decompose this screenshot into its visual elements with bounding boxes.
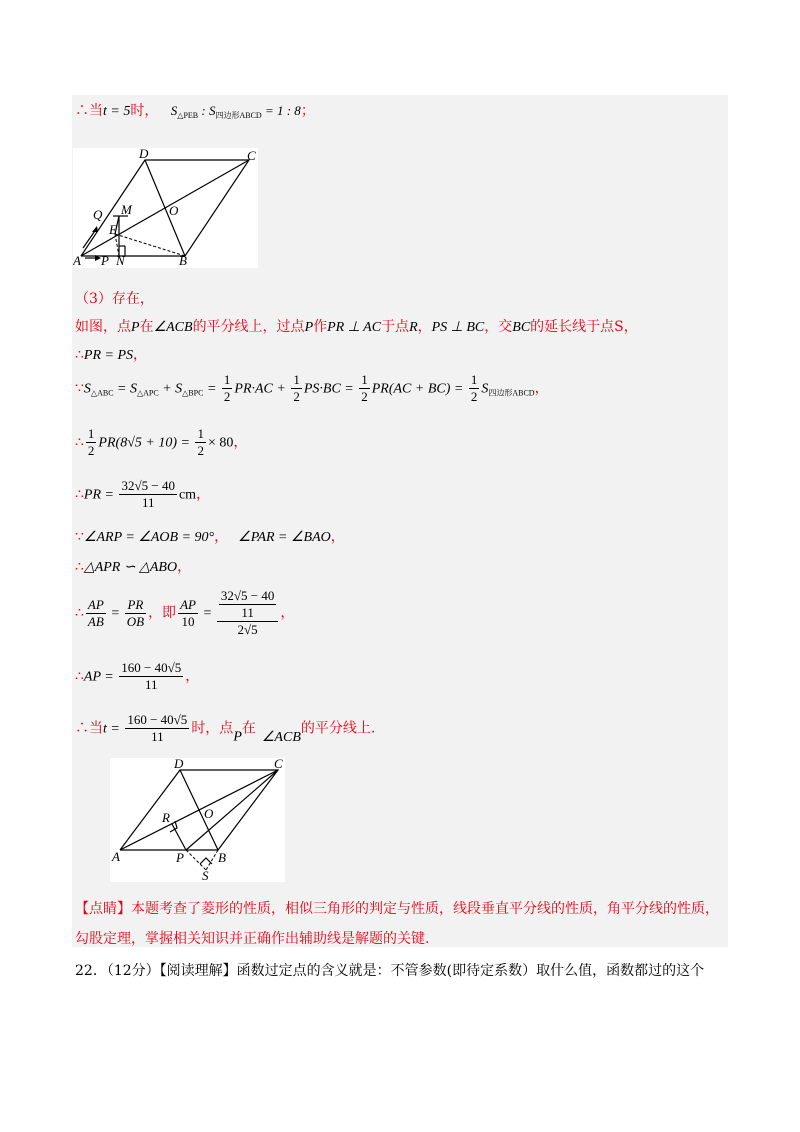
fig1-label-b: B [179,253,187,268]
figure-1-rhombus [73,148,258,268]
fig1-label-c: C [247,148,256,163]
line-4: ∴PR = PS， [75,347,148,363]
fig1-label-o: O [169,203,179,218]
line-7: ∴PR = $\frac{32√5 - 40}{11}$ cm， [75,478,211,510]
line-10: ∴ $\frac{AP}{AB}$ = $\frac{PR}{OB}$ ，即 $\frac{AP}{10}$ = $\frac{\frac{32√5 - 40}{11}}{2√5}$ ， [75,588,295,637]
fig2-label-o: O [204,806,214,821]
fig2-label-c: C [274,758,283,771]
figure-2-rhombus [110,758,285,882]
fig2-label-r: R [162,810,170,825]
line-1: ∴当t = 5时， $S_{\triangle PEB}$ : $S_{四边形ABCD} = 1$ : 8； [75,103,315,120]
fig1-label-d: D [139,148,149,161]
fig2-label-s: S [202,868,209,882]
fig1-label-m: M [121,202,132,217]
comment-line-2: 勾股定理，掌握相关知识并正确作出辅助线是解题的关键. [75,931,430,947]
fig1-label-q: Q [93,207,103,222]
fig2-label-b: B [218,850,226,865]
line-2: （3）存在， [75,291,154,307]
fig2-label-p: P [176,850,184,865]
figure-1-svg [73,148,258,268]
line-9: ∴△APR ∽ △ABO， [75,559,192,575]
line-6: ∴ $\frac{1}{2}$ PR(8√5 + 10) = $\frac{1}{2}$ × 80， [75,426,248,458]
line-11: ∴AP = $\frac{160 - 40√5}{11}$ ， [75,660,200,692]
fig1-label-p: P [101,253,109,268]
fig2-label-d: D [174,758,184,771]
fig1-label-a: A [73,253,81,268]
line-12: ∴当t = $\frac{160 - 40√5}{11}$ 时，点P在∠ACB的平分线上. [75,712,376,745]
comment-line-1: 【点睛】本题考查了菱形的性质，相似三角形的判定与性质，线段垂直平分线的性质，角平分线的性质， [75,901,719,917]
line-3: 如图，点P在∠ACB的平分线上，过点P作PR ⊥ AC于点R，PS ⊥ BC，交BC的延长线于点S， [75,319,638,335]
next-question: 22．（12分）【阅读理解】函数过定点的含义就是：不管参数(即待定系数）取什么值，函数都过的这个 [75,963,705,979]
line-5: $\because S_{\triangle ABC} = S_{\triangle APC} + S_{\triangle BPC}$ = $\frac{1}{2}$ PR·AC + $\frac{1}{2}$ PS·BC = $\frac{1}{2}$ PR(AC + BC) = $\frac{1}{2}$ $S_{四边形ABCD}$， [75,372,549,404]
fig1-label-e: E [109,222,117,237]
fig1-label-n: N [116,253,125,268]
line-8: ∵∠ARP = ∠AOB = 90°， ∠PAR = ∠BAO， [75,529,345,545]
fig2-label-a: A [112,849,120,864]
figure-2-svg [110,758,285,882]
